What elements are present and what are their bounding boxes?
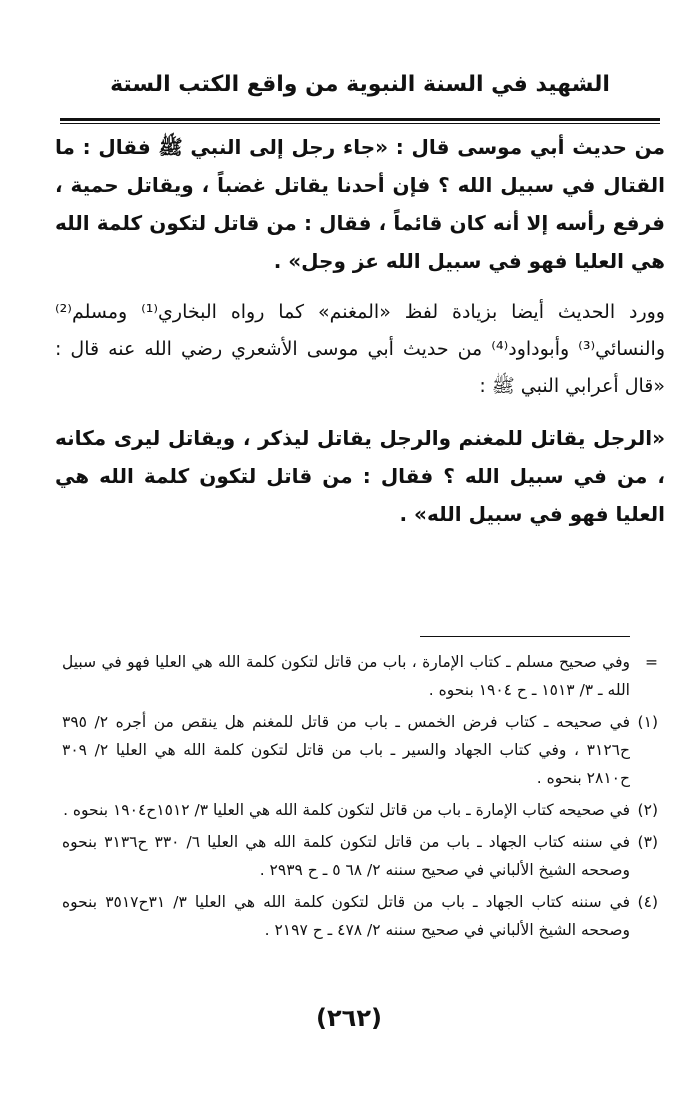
narration-paragraph-2: وورد الحديث أيضا بزيادة لفظ «المغنم» كما رواه البخاري⁽¹⁾ ومسلم⁽²⁾ والنسائي⁽³⁾ وأبوداود⁽⁴⁾ من حديث أبي موسى الأشعري رضي الله عنه قال : «قال أعرابي النبي ﷺ : [55,301,665,397]
running-header [60,68,660,102]
footnote-4 [62,888,658,944]
header-rule-thin [60,123,660,124]
footnote-text: في صحيحه كتاب الإمارة ـ باب من قاتل لتكون كلمة الله هي العليا ٣/ ١٥١٢ح١٩٠٤ بنحوه . [63,801,630,819]
footnote-separator [420,636,630,637]
header-title: الشهيد في السنة النبوية من واقع الكتب الستة [110,72,610,97]
footnote-2 [62,796,658,824]
footnote-3 [62,828,658,884]
footnote-marker: (٤) [637,893,658,911]
footnote-marker: (١) [637,713,658,731]
footnote-text: في سننه كتاب الجهاد ـ باب من قاتل لتكون كلمة الله هي العليا ٣/ ٣١ح٣٥١٧ بنحوه وصححه الشيخ الألباني في صحيح سننه ٢/ ٤٧٨ ـ ح ٢١٩٧ . [62,893,630,939]
footnote-text: في صحيحه ـ كتاب فرض الخمس ـ باب من قاتل للمغنم هل ينقص من أجره ٢/ ٣٩٥ ح٣١٢٦ ، وفي كتاب الجهاد والسير ـ باب من قاتل لتكون كلمة الله هي العليا ٢/ ٣٠٩ ح٢٨١٠ بنحوه . [62,713,631,787]
header-rule-thick [60,118,660,121]
footnote-marker: = [645,653,658,671]
hadith-paragraph-1: من حديث أبي موسى قال : «جاء رجل إلى النبي ﷺ فقال : ما القتال في سبيل الله ؟ فإن أحدنا يقاتل غضباً ، ويقاتل حمية ، فرفع رأسه إلا أنه كان قائماً ، فقال : من قاتل لتكون كلمة الله هي العليا فهو في سبيل الله عز وجل» . [55,135,665,273]
footnote-marker: (٣) [637,833,658,851]
page-number: (٢٦٢) [316,1004,382,1032]
footnote-text: في سننه كتاب الجهاد ـ باب من قاتل لتكون كلمة الله هي العليا ٦/ ٣٣٠ ح٣١٣٦ بنحوه وصححه الشيخ الألباني في صحيح سننه ٢/ ٦٨ ٥ ـ ح ٢٩٣٩ . [62,833,630,879]
footnote-marker: (٢) [637,801,658,819]
main-text [55,128,665,533]
footnote-1 [62,708,658,792]
footnote-text: وفي صحيح مسلم ـ كتاب الإمارة ، باب من قاتل لتكون كلمة الله هي العليا فهو في سبيل الله ـ ٣/ ١٥١٣ ـ ح ١٩٠٤ بنحوه . [62,653,630,699]
footnote-continued [62,648,658,704]
footnotes [62,648,658,948]
hadith-paragraph-3: «الرجل يقاتل للمغنم والرجل يقاتل ليذكر ، ويقاتل ليرى مكانه ، من في سبيل الله ؟ فقال : من قاتل لتكون كلمة الله هي العليا فهو في سبيل الله» . [55,426,665,526]
